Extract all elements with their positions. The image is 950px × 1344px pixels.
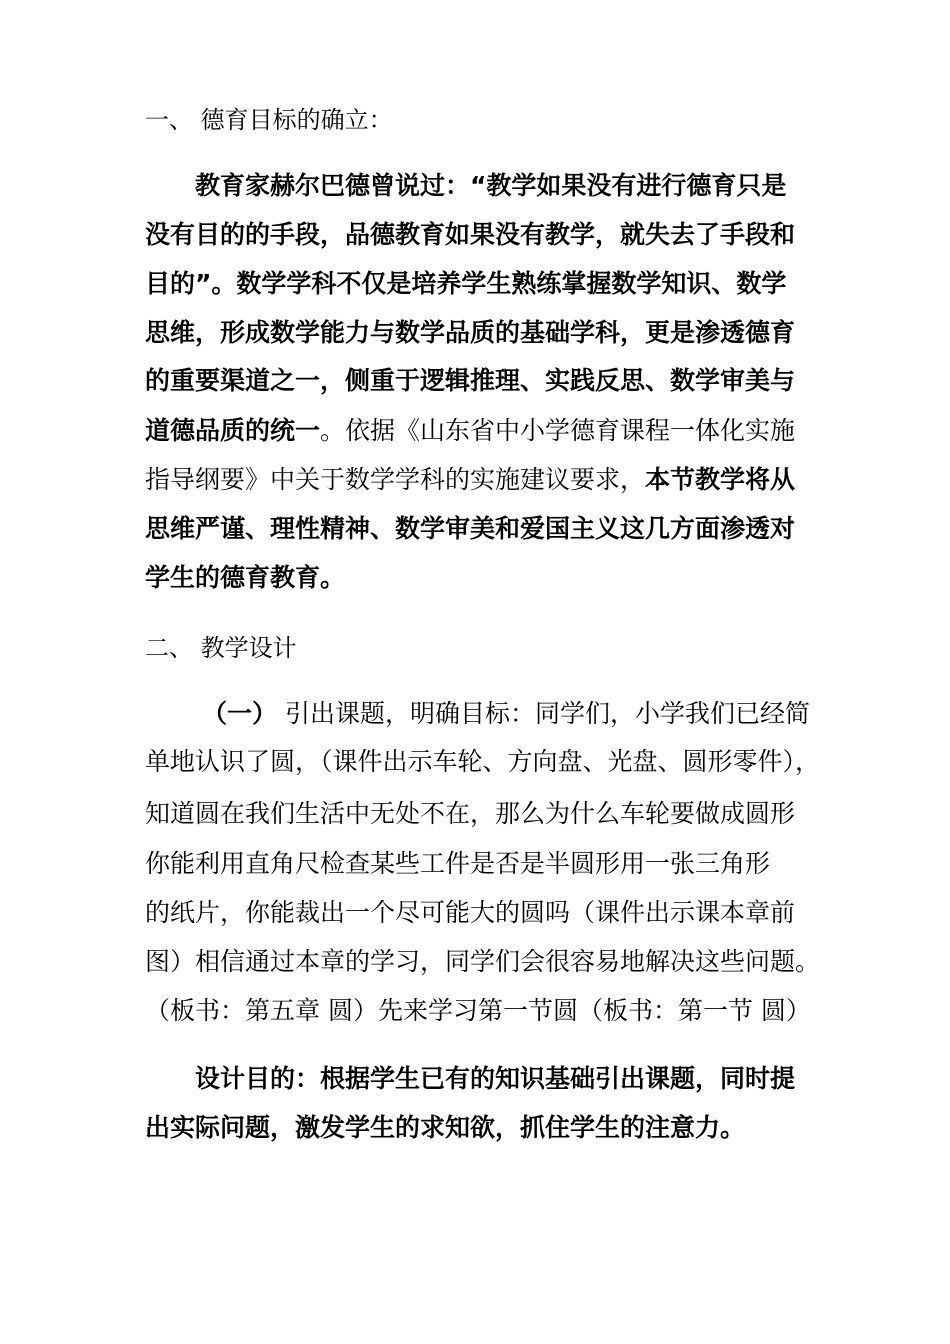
paragraph-line: 教育家赫尔巴德曾说过：“教学如果没有进行德育只是	[195, 171, 787, 200]
bold-text: 道德品质的统一	[145, 416, 321, 445]
paragraph-line-mixed	[145, 463, 795, 497]
subsection-number: （一）	[202, 699, 278, 728]
section-2-heading: 二、 教学设计	[145, 634, 297, 662]
paragraph-line: 你能利用直角尺检查某些工件是否是半圆形用一张三角形	[145, 849, 771, 878]
paragraph-line: 目的”。数学学科不仅是培养学生熟练掌握数学知识、数学	[145, 269, 787, 298]
design-purpose-line: 设计目的：根据学生已有的知识基础引出课题，同时提	[195, 1064, 796, 1093]
paragraph-line: 学生的德育教育。	[145, 563, 346, 592]
bold-text: 本节教学将从	[645, 465, 796, 494]
paragraph-line-mixed	[202, 697, 810, 731]
paragraph-line: 思维，形成数学能力与数学品质的基础学科，更是渗透德育	[145, 318, 796, 347]
paragraph-line: 的重要渠道之一，侧重于逻辑推理、实践反思、数学审美与	[145, 366, 796, 395]
paragraph-line: （板书：第五章 圆）先来学习第一节圆（板书：第一节 圆）	[145, 996, 811, 1025]
regular-text: 。依据《山东省中小学德育课程一体化实施	[320, 416, 796, 445]
paragraph-line: 图）相信通过本章的学习，同学们会很容易地解决这些问题。	[145, 947, 821, 976]
paragraph-line-mixed	[145, 414, 795, 448]
regular-text: 指导纲要》中关于数学学科的实施建议要求，	[145, 465, 646, 494]
section-1-heading: 一、 德育目标的确立：	[145, 106, 393, 134]
paragraph-line: 单地认识了圆，（课件出示车轮、方向盘、光盘、圆形零件），	[145, 747, 821, 776]
paragraph-line: 思维严谨、理性精神、数学审美和爱国主义这几方面渗透对	[145, 514, 796, 543]
paragraph-line: 的纸片，你能裁出一个尽可能大的圆吗（课件出示课本章前	[145, 898, 796, 927]
paragraph-line: 没有目的的手段，品德教育如果没有教学，就失去了手段和	[145, 220, 796, 249]
regular-text: 引出课题，明确目标：同学们，小学我们已经简	[277, 699, 810, 728]
design-purpose-line: 出实际问题，激发学生的求知欲，抓住学生的注意力。	[145, 1113, 746, 1142]
paragraph-line: 知道圆在我们生活中无处不在，那么为什么车轮要做成圆形	[145, 799, 796, 828]
